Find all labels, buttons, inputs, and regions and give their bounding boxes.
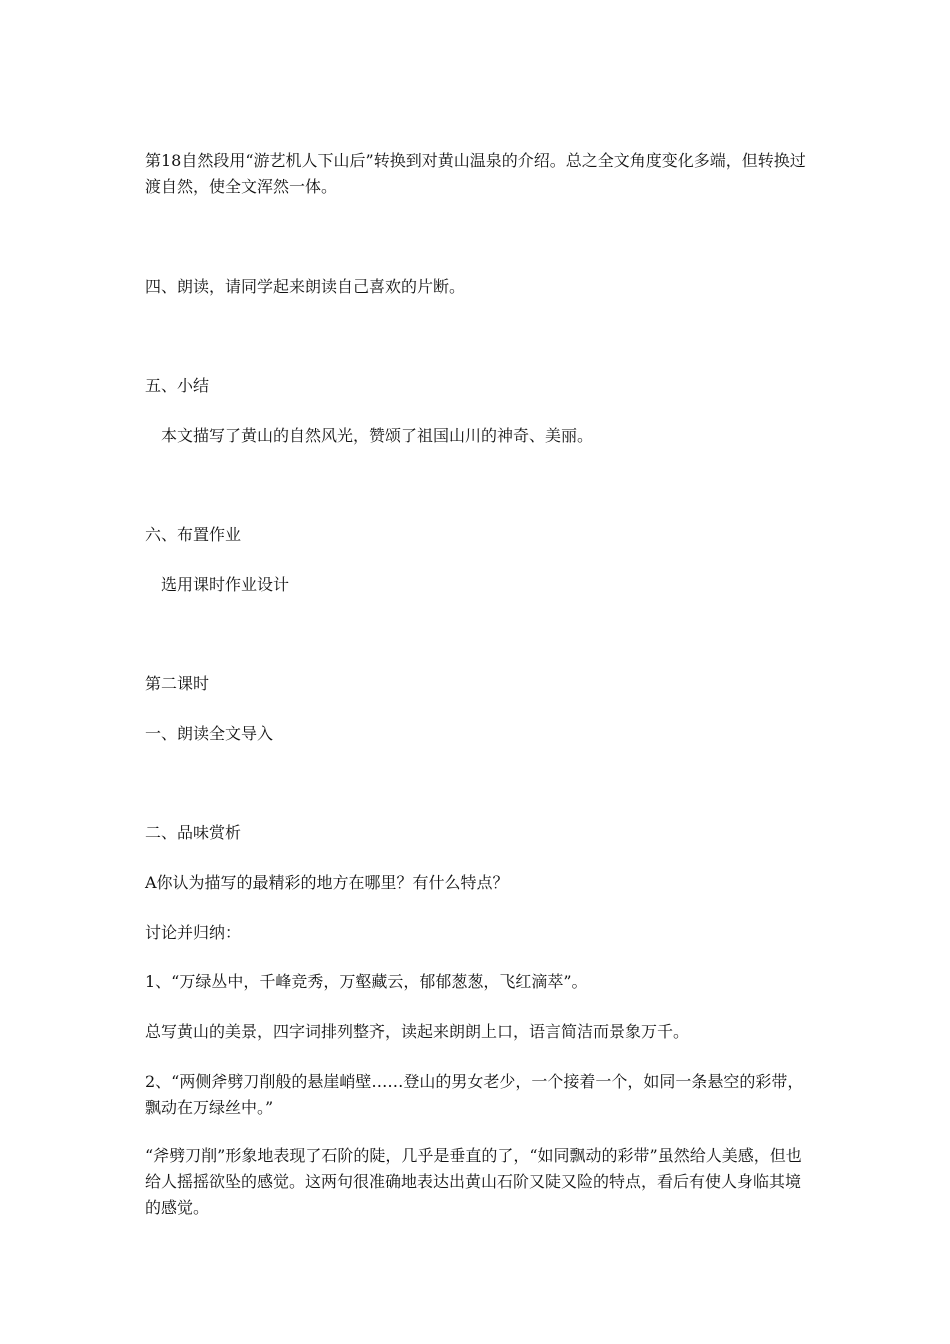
heading-summary: 五、小结 — [145, 376, 210, 395]
quote-2: 2、“两侧斧劈刀削般的悬崖峭壁……登山的男女老少，一个接着一个，如同一条悬空的彩带，飘动在万绿丝中。” — [145, 1072, 804, 1117]
paragraph-summary: 本文描写了黄山的自然风光，赞颂了祖国山川的神奇、美丽。 — [161, 426, 594, 445]
analysis-2: “斧劈刀削”形象地表现了石阶的陡，几乎是垂直的了，“如同飘动的彩带”虽然给人美感，但也给人摇摇欲坠的感觉。这两句很准确地表达出黄山石阶又陡又险的特点，看后有使人身临其境的感觉。 — [145, 1146, 802, 1217]
heading-intro-reading: 一、朗读全文导入 — [145, 724, 274, 743]
quote-1: 1、“万绿丛中，千峰竞秀，万壑藏云，郁郁葱葱，飞红滴萃”。 — [145, 972, 588, 991]
analysis-1: 总写黄山的美景，四字词排列整齐，读起来朗朗上口，语言简洁而景象万千。 — [145, 1022, 690, 1041]
heading-read-aloud: 四、朗读，请同学起来朗读自己喜欢的片断。 — [145, 277, 466, 296]
heading-second-lesson: 第二课时 — [145, 674, 210, 693]
heading-appreciation: 二、品味赏析 — [145, 823, 242, 842]
discussion-label: 讨论并归纳： — [145, 923, 242, 942]
paragraph-homework: 选用课时作业设计 — [161, 575, 290, 594]
paragraph-section18-transition: 第18自然段用“游艺机人下山后”转换到对黄山温泉的介绍。总之全文角度变化多端，但转换过渡自然，使全文浑然一体。 — [145, 151, 806, 196]
heading-homework: 六、布置作业 — [145, 525, 242, 544]
question-a: A你认为描写的最精彩的地方在哪里？有什么特点？ — [145, 873, 509, 892]
